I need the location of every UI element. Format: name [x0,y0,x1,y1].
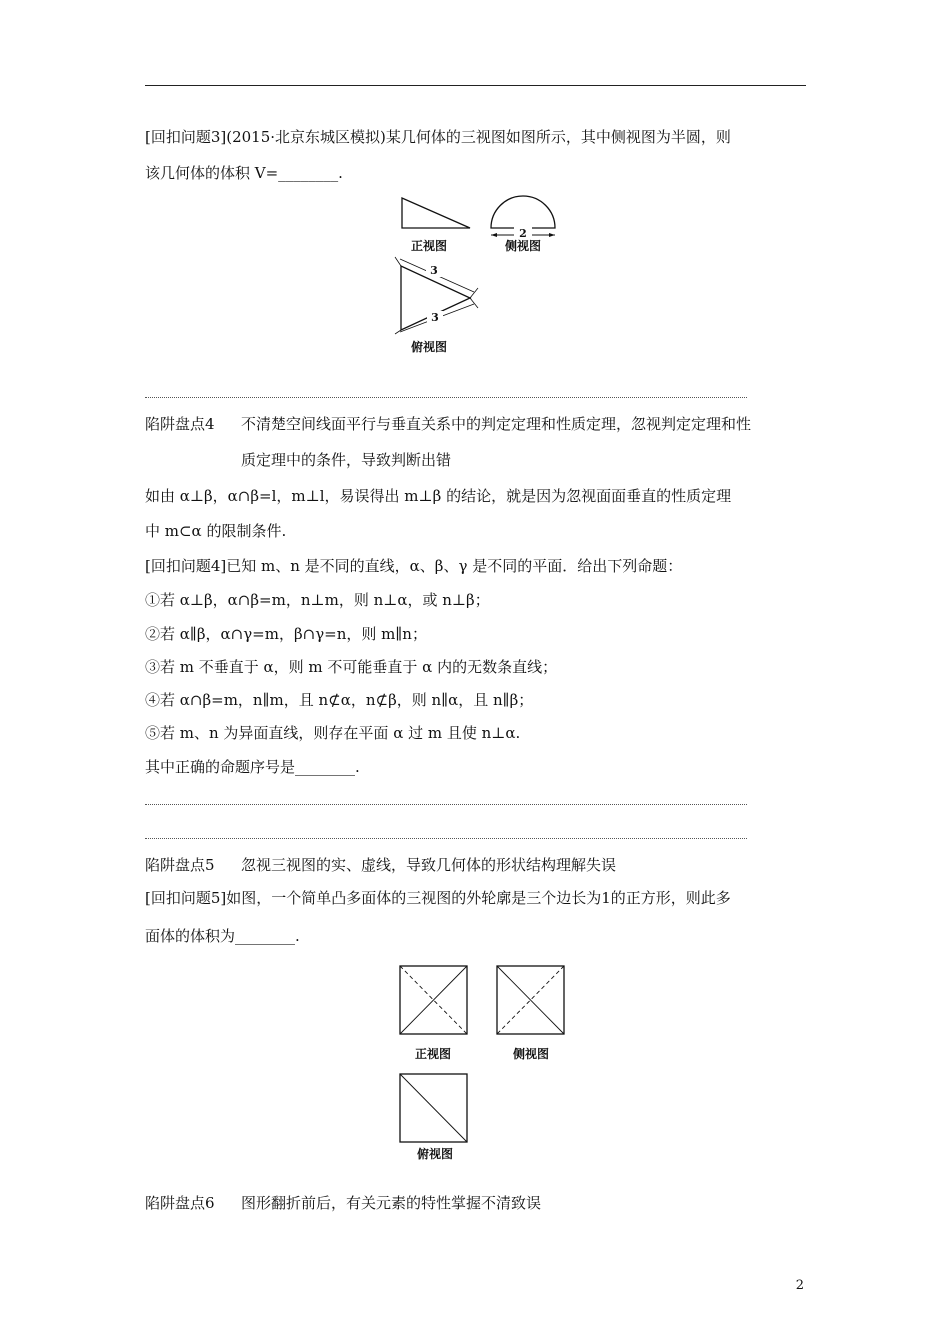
q3-top-dimension-upper: 3 [426,264,442,277]
q5-side-caption: 侧视图 [512,1047,549,1061]
trap6-label: 陷阱盘点6 [145,1194,215,1212]
q5-line-1: [回扣问题5]如图，一个简单凸多面体的三视图的外轮廓是三个边长为1的正方形，则此多 [145,889,731,907]
q4-item-3: ③若 m 不垂直于 α，则 m 不可能垂直于 α 内的无数条直线； [145,658,558,676]
q3-line-1: [回扣问题3](2015·北京东城区模拟)某几何体的三视图如图所示，其中侧视图为半圆，则 [145,128,731,146]
trap4-line-1 [145,407,810,441]
q3-line-2: 该几何体的体积 V=________. [145,164,343,182]
trap4-label: 陷阱盘点4 [145,415,215,433]
q5-front-caption: 正视图 [414,1047,451,1061]
q3-front-caption: 正视图 [410,239,447,253]
trap4-example-1: 如由 α⊥β，α∩β=l，m⊥l，易误得出 m⊥β 的结论，就是因为忽视面面垂直的性质定理 [145,487,732,505]
q5-line-2: 面体的体积为________. [145,927,300,945]
trap6-text: 图形翻折前后，有关元素的特性掌握不清致误 [241,1194,542,1212]
trap4-example-2: 中 m⊂α 的限制条件. [145,522,287,540]
trap4-line-2: 质定理中的条件，导致判断出错 [241,451,452,469]
trap5-text: 忽视三视图的实、虚线，导致几何体的形状结构理解失误 [241,856,617,874]
page-number: 2 [795,1278,804,1293]
trap5-label: 陷阱盘点5 [145,856,215,874]
q5-side-view [496,965,566,1035]
q4-item-1: ①若 α⊥β，α∩β=m，n⊥m，则 n⊥α，或 n⊥β； [145,591,490,609]
q5-top-view [399,1073,469,1143]
q3-front-view [398,195,474,233]
q4-intro: [回扣问题4]已知 m、n 是不同的直线，α、β、γ 是不同的平面．给出下列命题： [145,557,683,575]
header-rule [145,85,806,86]
section-divider [145,397,747,398]
q3-side-dimension: 2 [514,227,532,240]
answer-space-divider-1 [145,804,747,805]
q4-item-2: ②若 α∥β，α∩γ=m，β∩γ=n，则 m∥n； [145,625,427,643]
trap5-line [145,848,810,882]
answer-space-divider-2 [145,838,747,839]
q5-front-view [399,965,469,1035]
trap4-text-1: 不清楚空间线面平行与垂直关系中的判定定理和性质定理，忽视判定定理和性 [241,415,752,433]
q3-top-dimension-lower: 3 [427,311,443,324]
trap6-line [145,1186,810,1220]
q5-top-caption: 俯视图 [416,1147,453,1161]
q4-item-4: ④若 α∩β=m，n∥m，且 n⊄α，n⊄β，则 n∥α，且 n∥β； [145,691,534,709]
q4-item-5: ⑤若 m、n 为异面直线，则存在平面 α 过 m 且使 n⊥α. [145,724,521,742]
q3-top-caption: 俯视图 [410,340,447,354]
q3-side-caption: 侧视图 [504,239,541,253]
q4-answer: 其中正确的命题序号是________. [145,758,360,776]
